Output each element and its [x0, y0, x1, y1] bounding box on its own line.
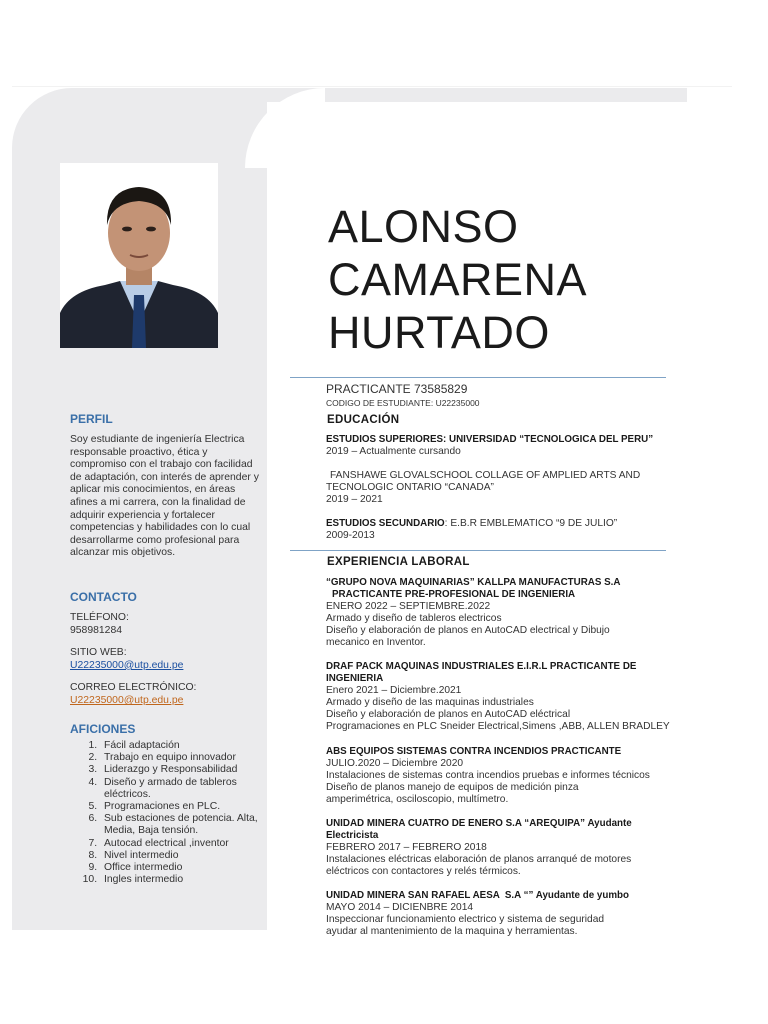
job-dates: Enero 2021 – Diciembre.2021 [326, 684, 462, 696]
list-item: 8. Nivel intermedio [100, 850, 265, 862]
education-superior-dates: 2019 – Actualmente cursando [326, 445, 461, 457]
experience-heading: EXPERIENCIA LABORAL [327, 556, 470, 568]
top-header-band [265, 88, 687, 102]
web-label: SITIO WEB: [70, 647, 127, 659]
list-item: 4. Diseño y armado de tableros eléctricos. [100, 777, 265, 801]
list-item: 6. Sub estaciones de potencia. Alta, Media, Baja tensión. [100, 813, 265, 837]
job-line: mecanico en Inventor. [326, 636, 426, 648]
top-border-line [12, 86, 732, 87]
education-fanshawe [326, 470, 720, 506]
job-line: Armado y diseño de las maquinas industriales [326, 696, 534, 708]
job-line: Diseño y elaboración de planos en AutoCAD eléctrical [326, 708, 571, 720]
education-heading: EDUCACIÓN [327, 414, 400, 426]
name-line-3: HURTADO [328, 307, 550, 358]
education-superior [326, 434, 716, 458]
phone-label: TELÉFONO: [70, 612, 129, 623]
contacto-title: CONTACTO [70, 590, 137, 604]
job-line: Armado y diseño de tableros electricos [326, 612, 502, 624]
job-line: Instalaciones de sistemas contra incendios pruebas e informes técnicos [326, 769, 650, 781]
aficiones-section [70, 722, 265, 886]
job-title: “GRUPO NOVA MAQUINARIAS” KALLPA MANUFACTURAS S.A [326, 577, 621, 588]
secundario-label: ESTUDIOS SECUNDARIO [326, 518, 445, 529]
education-secundario [326, 518, 716, 542]
job-5 [326, 890, 716, 938]
job-title: UNIDAD MINERA SAN RAFAEL AESA S.A “” Ayudante de yumbo [326, 890, 629, 901]
secundario-text: : E.B.R EMBLEMATICO “9 DE JULIO” [444, 518, 618, 529]
phone-value: 958981284 [70, 624, 123, 636]
perfil-title: PERFIL [70, 412, 113, 426]
job-dates: MAYO 2014 – DICIENBRE 2014 [326, 901, 474, 913]
list-item: 5. Programaciones en PLC. [100, 801, 265, 813]
job-line: Programaciones en PLC Sneider Electrical,Simens ,ABB, ALLEN BRADLEY [326, 720, 670, 732]
name-line-1: ALONSO [328, 201, 519, 252]
job-title: UNIDAD MINERA CUATRO DE ENERO S.A “AREQUIPA” Ayudante [326, 818, 632, 829]
job-dates: JULIO.2020 – Diciembre 2020 [326, 757, 464, 769]
job-dates: FEBRERO 2017 – FEBRERO 2018 [326, 841, 487, 853]
divider-experience [290, 550, 666, 551]
job-line: eléctricos con contactores y relés térmicos. [326, 865, 521, 877]
job-3 [326, 746, 716, 806]
profile-photo [60, 163, 218, 348]
web-link[interactable]: U22235000@utp.edu.pe [70, 659, 184, 671]
job-title: DRAF PACK MAQUINAS INDUSTRIALES E.I.R.L PRACTICANTE DE [326, 661, 637, 672]
job-line: Inspeccionar funcionamiento electrico y sistema de seguridad [326, 913, 605, 925]
full-name [328, 200, 587, 359]
student-code: CODIGO DE ESTUDIANTE: U22235000 [326, 398, 480, 408]
perfil-text: Soy estudiante de ingeniería Electrica responsable proactivo, ética y compromiso con el trabajo con facilidad de adaptación, con interés de aprender y aplicar mis conocimientos, en áreas afines a mi carrera, con la finalidad de adquirir experiencia y fortalecer competencias y habilidades con lo cual desarrollarme como profesional para alcanzar mis objetivos. [70, 434, 259, 559]
name-line-2: CAMARENA [328, 254, 588, 305]
job-line: Instalaciones eléctricas elaboración de planos arranqué de motores [326, 853, 632, 865]
role-title: PRACTICANTE 73585829 [326, 382, 468, 396]
job-line: amperimétrica, osciloscopio, multímetro. [326, 793, 509, 805]
divider-name [290, 377, 666, 378]
email-link[interactable]: U22235000@utp.edu.pe [70, 694, 184, 706]
list-item: 2. Trabajo en equipo innovador [100, 752, 265, 764]
job-4 [326, 818, 716, 878]
job-2 [326, 661, 716, 732]
job-dates: ENERO 2022 – SEPTIEMBRE.2022 [326, 600, 491, 612]
aficiones-title: AFICIONES [70, 722, 136, 736]
job-subtitle: PRACTICANTE PRE-PROFESIONAL DE INGENIERIA [332, 588, 576, 600]
job-line: Diseño y elaboración de planos en AutoCAD electrical y Dibujo [326, 624, 610, 636]
job-subtitle: Electricista [326, 829, 379, 841]
list-item: 7. Autocad electrical ,inventor [100, 838, 265, 850]
hobbies-list [70, 740, 265, 886]
email-label: CORREO ELECTRÓNICO: [70, 682, 197, 694]
job-line: ayudar al mantenimiento de la maquina y herramientas. [326, 925, 578, 937]
job-subtitle: INGENIERIA [326, 672, 384, 684]
list-item: 10. Ingles intermedio [100, 874, 265, 886]
fanshawe-dates: 2019 – 2021 [326, 493, 383, 505]
list-item: 9. Office intermedio [100, 862, 265, 874]
job-line: Diseño de planos manejo de equipos de medición pinza [326, 781, 579, 793]
fanshawe-line-1: FANSHAWE GLOVALSCHOOL COLLAGE OF AMPLIED ARTS AND [330, 470, 641, 481]
list-item: 3. Liderazgo y Responsabilidad [100, 764, 265, 776]
job-title: ABS EQUIPOS SISTEMAS CONTRA INCENDIOS PRACTICANTE [326, 746, 622, 757]
list-item: 1. Fácil adaptación [100, 740, 265, 752]
contacto-section [70, 590, 265, 708]
fanshawe-line-2: TECNOLOGIC ONTARIO “CANADA” [326, 481, 494, 493]
secundario-dates: 2009-2013 [326, 529, 375, 541]
job-1 [326, 577, 716, 648]
education-superior-label: ESTUDIOS SUPERIORES: UNIVERSIDAD “TECNOLOGICA DEL PERU” [326, 434, 654, 445]
perfil-section [70, 412, 265, 560]
